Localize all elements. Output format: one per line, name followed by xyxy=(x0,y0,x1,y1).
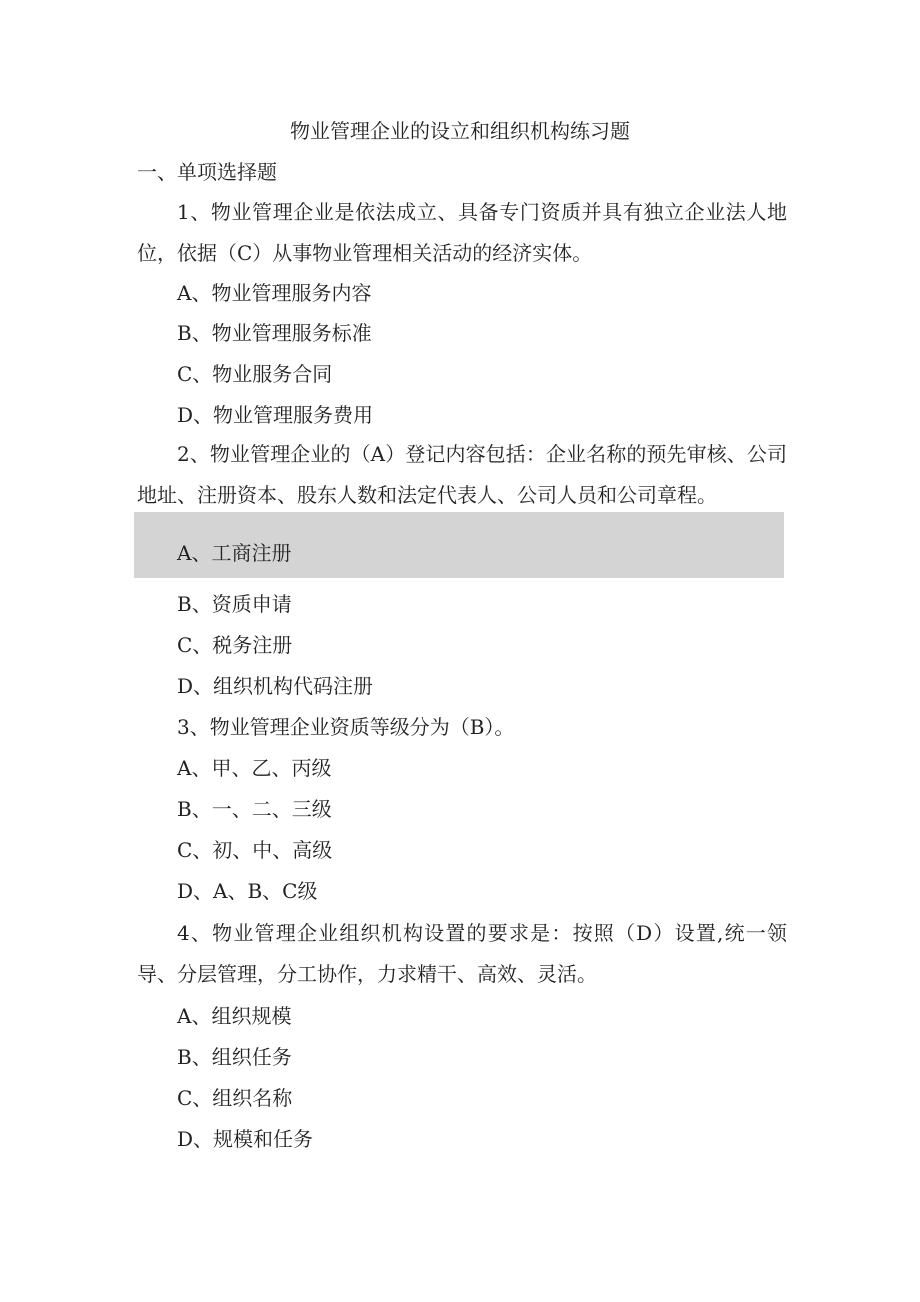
question-4-option-a: A、组织规模 xyxy=(177,1004,292,1028)
question-2-option-d: D、组织机构代码注册 xyxy=(177,674,374,698)
question-3-option-c: C、初、中、高级 xyxy=(177,838,333,862)
question-4-option-c: C、组织名称 xyxy=(177,1086,293,1110)
question-1-option-a: A、物业管理服务内容 xyxy=(177,281,372,305)
question-1-stem: 1、物业管理企业是依法成立、具备专门资质并具有独立企业法人地位，依据（C）从事物业管理相关活动的经济实体。 xyxy=(137,200,787,265)
document-title: 物业管理企业的设立和组织机构练习题 xyxy=(290,119,630,143)
question-1-option-b: B、物业管理服务标准 xyxy=(177,321,372,345)
question-2-option-c: C、税务注册 xyxy=(177,633,293,657)
question-4-option-b: B、组织任务 xyxy=(177,1045,292,1069)
question-3-option-a: A、甲、乙、丙级 xyxy=(177,756,332,780)
question-1-option-d: D、物业管理服务费用 xyxy=(177,403,374,427)
question-3-stem: 3、物业管理企业资质等级分为（B）。 xyxy=(177,715,515,739)
question-4-option-d: D、规模和任务 xyxy=(177,1127,314,1151)
question-2-option-b: B、资质申请 xyxy=(177,592,292,616)
section-heading: 一、单项选择题 xyxy=(137,160,277,184)
question-2-stem: 2、物业管理企业的（A）登记内容包括：企业名称的预先审核、公司地址、注册资本、股东人数和法定代表人、公司人员和公司章程。 xyxy=(137,442,787,507)
question-1-option-c: C、物业服务合同 xyxy=(177,362,333,386)
question-4-stem: 4、物业管理企业组织机构设置的要求是：按照（D）设置,统一领导、分层管理，分工协作，力求精干、高效、灵活。 xyxy=(137,921,787,986)
question-3-option-d: D、A、B、C级 xyxy=(177,879,318,903)
question-2-option-a: A、工商注册 xyxy=(177,541,292,565)
question-3-option-b: B、一、二、三级 xyxy=(177,797,332,821)
